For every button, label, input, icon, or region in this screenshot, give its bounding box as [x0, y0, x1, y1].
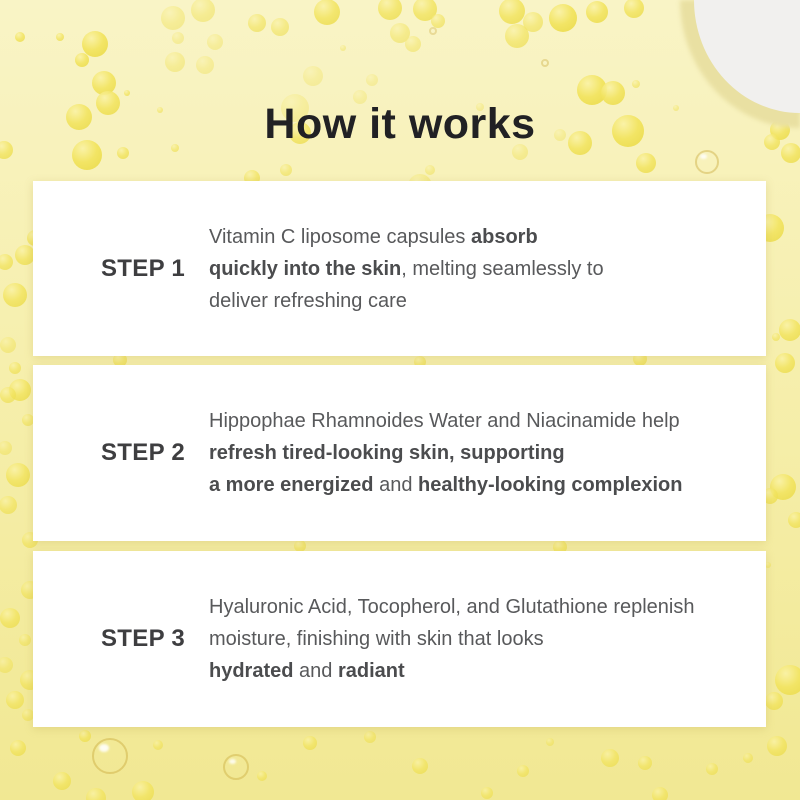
description-segment: hydrated — [209, 660, 294, 682]
oil-droplet — [153, 740, 163, 750]
oil-droplet — [624, 0, 644, 18]
oil-droplet — [207, 34, 223, 50]
oil-droplet — [431, 14, 445, 28]
air-bubble — [695, 150, 719, 174]
oil-droplet — [549, 4, 577, 32]
oil-droplet — [82, 31, 108, 57]
oil-droplet — [165, 52, 185, 72]
oil-droplet — [53, 772, 71, 790]
oil-droplet — [767, 736, 787, 756]
air-bubble — [92, 738, 128, 774]
air-bubble — [223, 754, 249, 780]
oil-droplet — [0, 254, 13, 270]
oil-droplet — [0, 337, 16, 353]
oil-droplet — [161, 6, 185, 30]
description-segment: quickly into the skin — [209, 257, 402, 280]
oil-droplet — [772, 333, 780, 341]
oil-droplet — [86, 788, 106, 800]
description-segment: , melting seamlessly to — [401, 257, 604, 280]
oil-droplet — [364, 731, 376, 743]
oil-droplet — [636, 153, 656, 173]
oil-droplet — [425, 165, 435, 175]
description-segment: deliver refreshing care — [209, 289, 407, 312]
step-card-2 — [33, 365, 766, 541]
oil-droplet — [0, 496, 17, 514]
air-bubble — [541, 59, 549, 67]
oil-droplet — [0, 387, 16, 403]
oil-droplet — [314, 0, 340, 25]
step-3-description — [209, 591, 695, 687]
description-segment: Hippophae Rhamnoides Water and Niacinamide help — [209, 410, 680, 432]
oil-droplet — [6, 691, 24, 709]
oil-droplet — [280, 164, 292, 176]
oil-droplet — [366, 74, 378, 86]
description-segment: moisture, finishing with skin that looks — [209, 628, 544, 650]
oil-droplet — [3, 283, 27, 307]
oil-droplet — [652, 787, 668, 800]
description-segment: radiant — [337, 660, 405, 682]
oil-droplet — [779, 319, 800, 341]
oil-droplet — [0, 608, 20, 628]
oil-droplet — [788, 512, 800, 528]
oil-droplet — [196, 56, 214, 74]
oil-droplet — [499, 0, 525, 24]
step-1-description — [209, 221, 604, 317]
oil-droplet — [546, 738, 554, 746]
oil-droplet — [517, 765, 529, 777]
oil-droplet — [124, 90, 130, 96]
oil-droplet — [75, 53, 89, 67]
step-card-3 — [33, 551, 766, 727]
oil-droplet — [6, 463, 30, 487]
description-segment: a more energized — [209, 474, 374, 496]
oil-droplet — [632, 80, 640, 88]
oil-droplet — [10, 740, 26, 756]
oil-droplet — [56, 33, 64, 41]
oil-droplet — [412, 758, 428, 774]
description-segment: and — [293, 660, 338, 682]
oil-droplet — [378, 0, 402, 20]
oil-droplet — [743, 753, 753, 763]
page-title: How it works — [264, 100, 536, 148]
oil-droplet — [775, 353, 795, 373]
oil-droplet — [191, 0, 215, 22]
step-1-label: STEP 1 — [101, 254, 186, 282]
oil-droplet — [257, 771, 267, 781]
description-segment: Hyaluronic Acid, Tocopherol, and Glutathione replenish — [209, 596, 695, 618]
description-segment: Vitamin C liposome capsules — [209, 225, 471, 248]
oil-droplet — [248, 14, 266, 32]
description-segment: refresh tired-looking skin, supporting — [209, 442, 565, 464]
oil-droplet — [0, 441, 12, 455]
oil-droplet — [601, 749, 619, 767]
oil-droplet — [9, 362, 21, 374]
oil-droplet — [586, 1, 608, 23]
air-bubble — [429, 27, 437, 35]
step-3-label: STEP 3 — [101, 625, 186, 652]
oil-droplet — [303, 736, 317, 750]
description-segment: absorb — [470, 225, 538, 248]
oil-droplet — [405, 36, 421, 52]
oil-droplet — [340, 45, 346, 51]
step-card-1 — [33, 181, 766, 356]
oil-droplet — [172, 32, 184, 44]
oil-droplet — [132, 781, 154, 800]
oil-droplet — [79, 730, 91, 742]
oil-droplet — [481, 787, 493, 799]
oil-droplet — [0, 657, 13, 673]
oil-droplet — [523, 12, 543, 32]
oil-droplet — [303, 66, 323, 86]
step-2-description — [209, 405, 682, 501]
oil-droplet — [765, 692, 783, 710]
description-segment: healthy-looking complexion — [418, 474, 683, 496]
description-segment: and — [373, 474, 418, 496]
oil-droplet — [19, 634, 31, 646]
step-2-label: STEP 2 — [101, 439, 186, 466]
oil-droplet — [15, 32, 25, 42]
oil-droplet — [15, 245, 35, 265]
oil-droplet — [706, 763, 718, 775]
oil-droplet — [775, 665, 800, 695]
oil-droplet — [638, 756, 652, 770]
oil-droplet — [271, 18, 289, 36]
